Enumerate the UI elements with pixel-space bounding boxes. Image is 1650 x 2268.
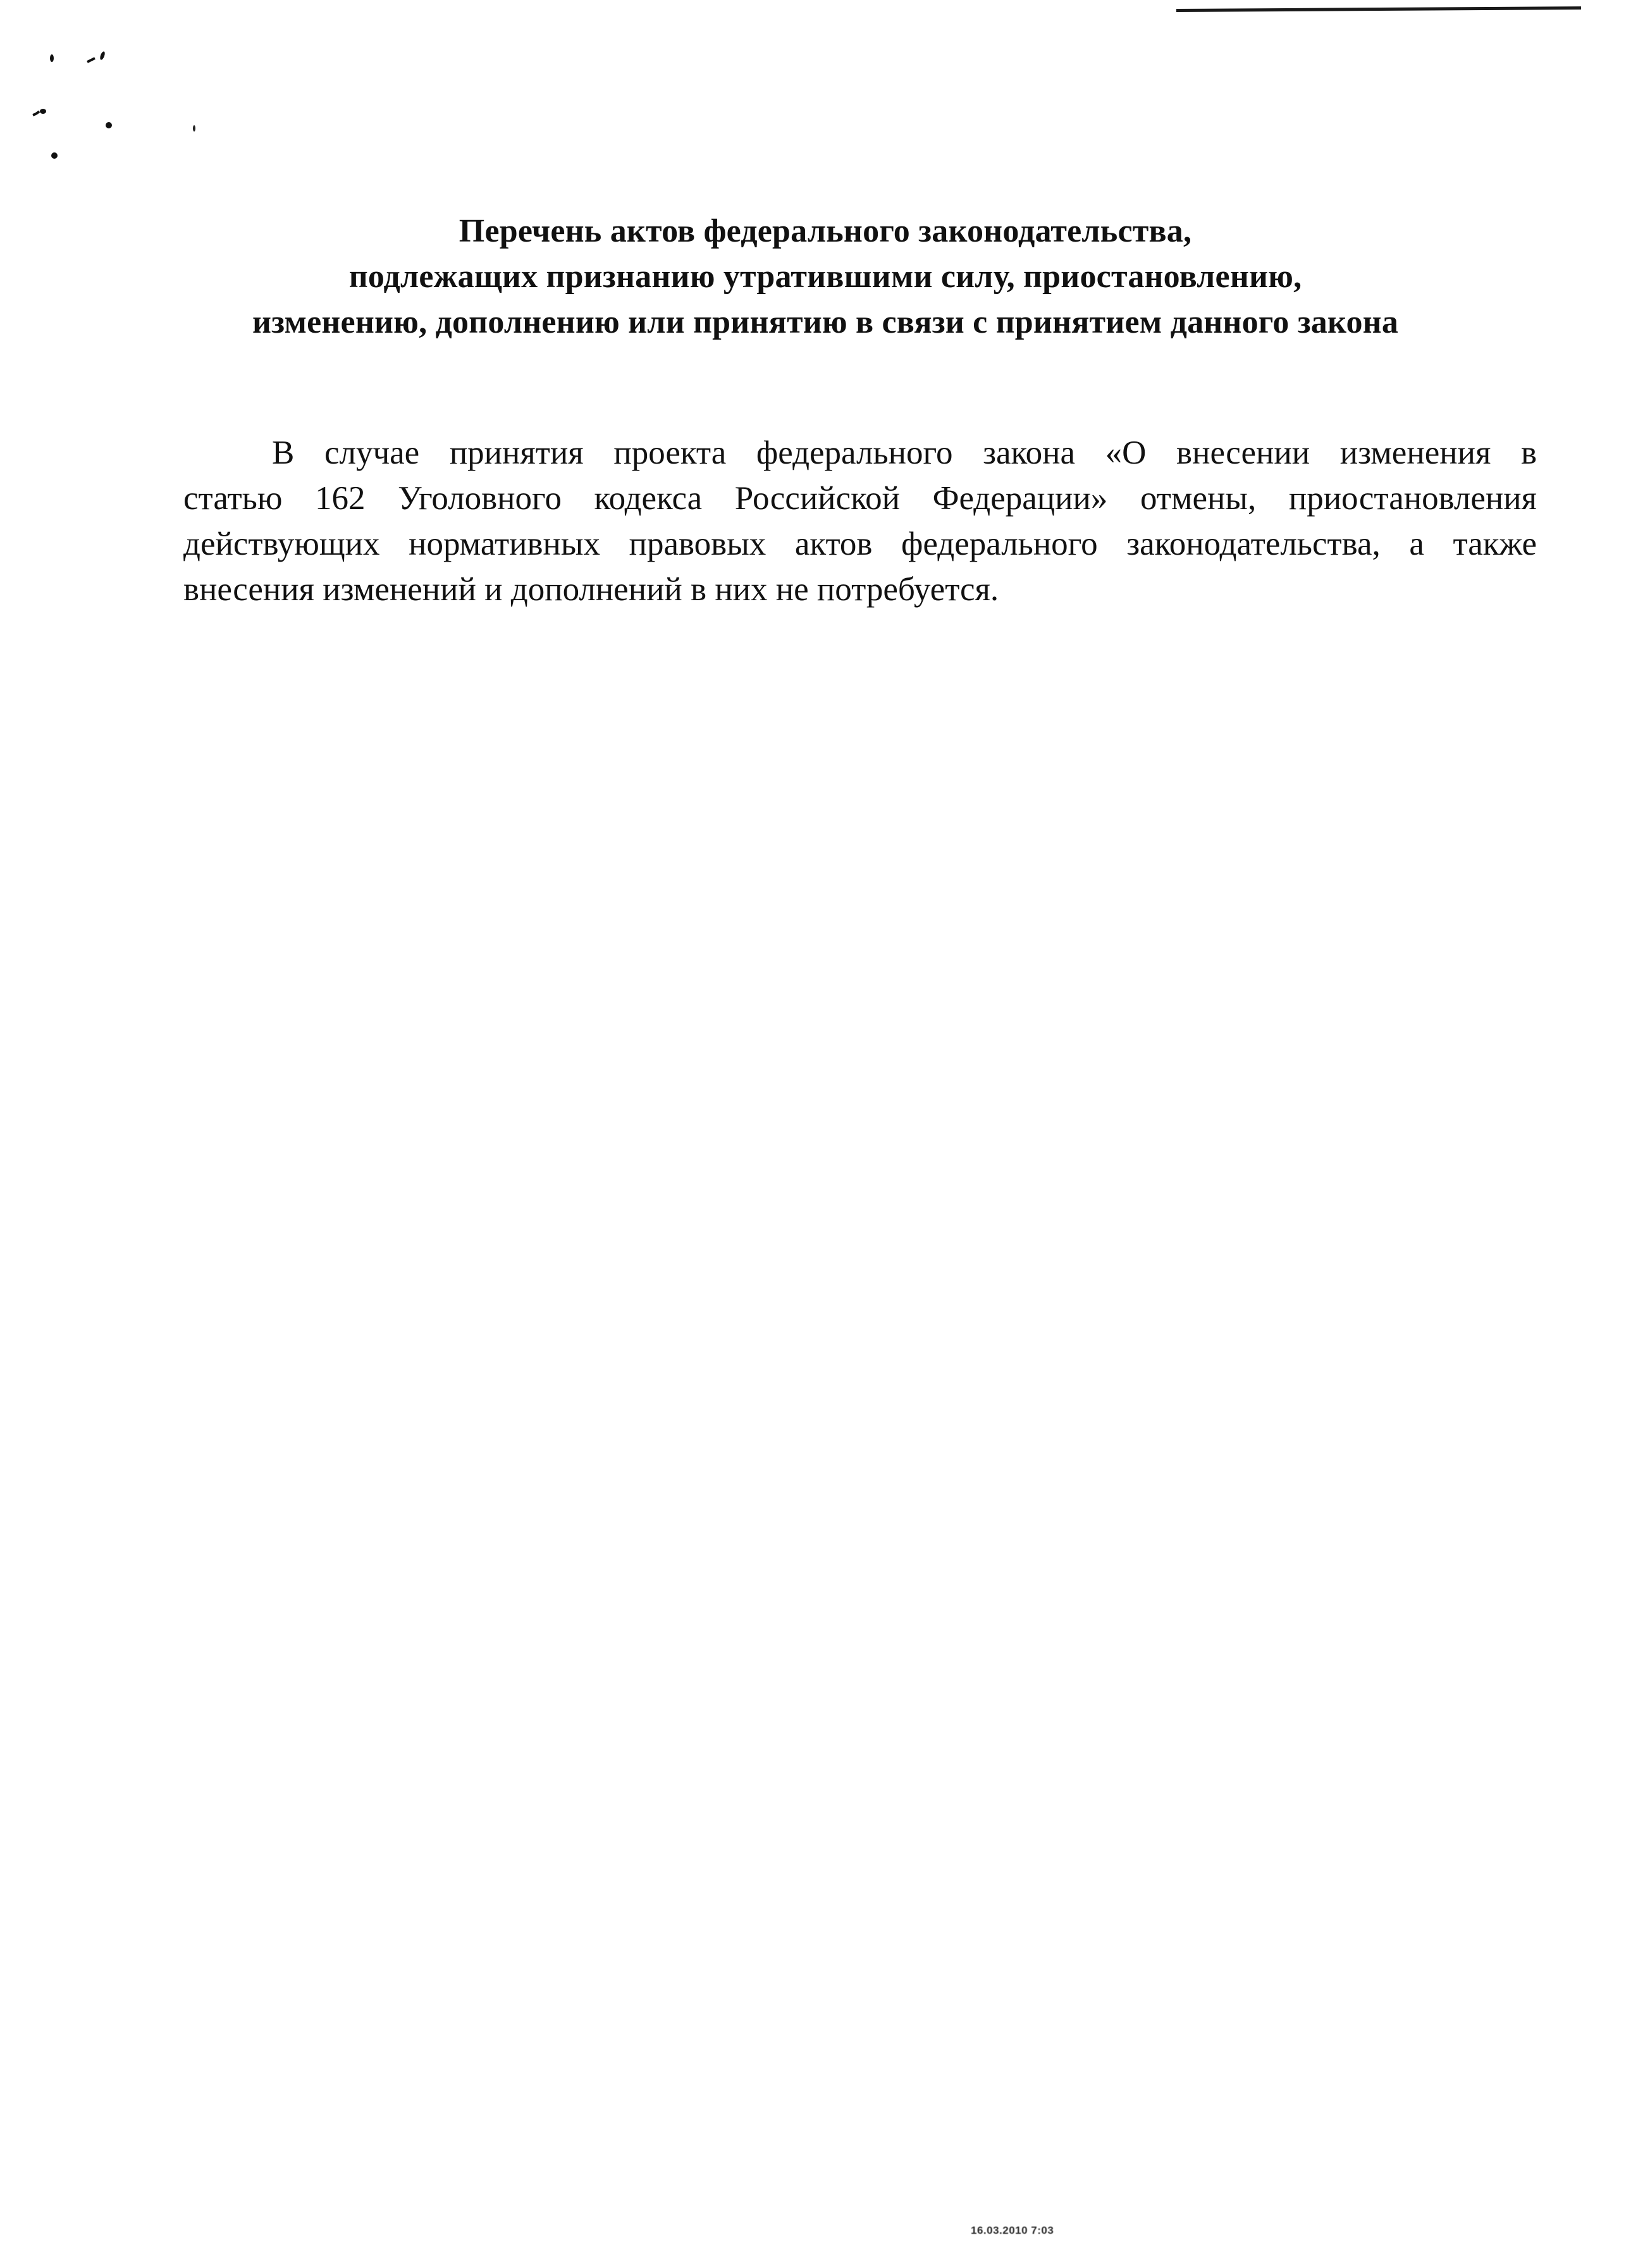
scan-specks — [0, 0, 253, 190]
body-line: статью 162 Уголовного кодекса Российской Федерации» отмены, приостановления — [183, 480, 1537, 517]
title-line: Перечень актов федерального законодательства, — [459, 213, 1192, 249]
scan-top-rule — [1176, 6, 1581, 12]
body-line: внесения изменений и дополнений в них не потребуется. — [183, 571, 999, 608]
body-line: В случае принятия проекта федерального закона «О внесении изменения в — [272, 434, 1537, 471]
title-line: изменению, дополнению или принятию в связи с принятием данного закона — [252, 304, 1399, 340]
title-line: подлежащих признанию утратившими силу, приостановлению, — [348, 259, 1302, 295]
body-line: действующих нормативных правовых актов федерального законодательства, а также — [183, 526, 1537, 562]
fax-footer: 16.03.2010 7:03 — [971, 2224, 1054, 2236]
document-body — [183, 430, 1537, 612]
document-title — [126, 209, 1524, 345]
